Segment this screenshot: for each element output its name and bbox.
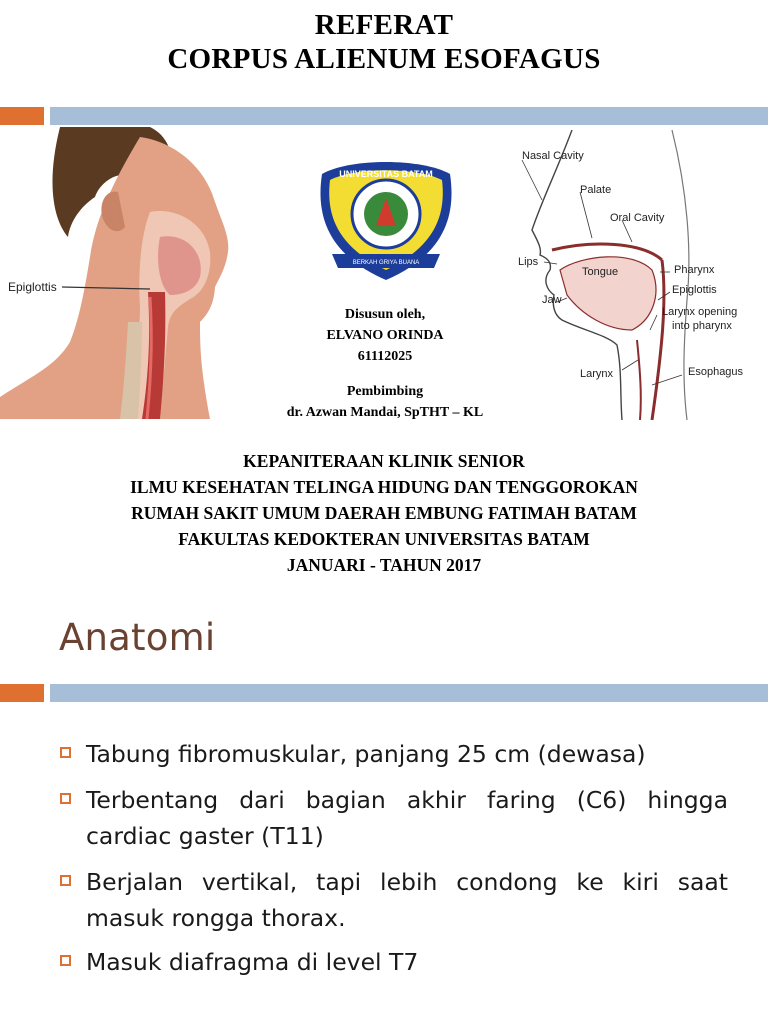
institution-line-2: ILMU KESEHATAN TELINGA HIDUNG DAN TENGGOROKAN bbox=[130, 477, 638, 497]
bullet-item bbox=[60, 782, 728, 854]
bullet-item bbox=[60, 864, 728, 936]
label-tongue: Tongue bbox=[582, 266, 619, 278]
bullet-square-icon bbox=[60, 793, 71, 804]
bullet-text: Berjalan vertikal, tapi lebih condong ke kiri saat masuk rongga thorax. bbox=[86, 868, 728, 932]
label-jaw: Jaw bbox=[542, 294, 562, 306]
bullet-square-icon bbox=[60, 875, 71, 886]
bullet-text: Tabung fibromuskular, panjang 25 cm (dewasa) bbox=[86, 740, 646, 768]
header-bar bbox=[50, 107, 768, 125]
header-bar-accent bbox=[0, 107, 44, 125]
university-logo bbox=[310, 154, 462, 286]
bullet-square-icon bbox=[60, 747, 71, 758]
label-epiglottis: Epiglottis bbox=[672, 284, 717, 296]
oral-cavity-diagram bbox=[512, 130, 768, 420]
slide-title-line-1: REFERAT bbox=[314, 9, 454, 41]
label-nasal-cavity: Nasal Cavity bbox=[522, 150, 584, 162]
logo-top-text: UNIVERSITAS BATAM bbox=[339, 169, 433, 179]
author-block bbox=[255, 304, 515, 423]
slide-2-bar-accent bbox=[0, 684, 44, 702]
label-larynx: Larynx bbox=[580, 368, 614, 380]
author-name: ELVANO ORINDA bbox=[326, 328, 444, 343]
institution-line-1: KEPANITERAAN KLINIK SENIOR bbox=[243, 451, 525, 471]
logo-banner-text: BERKAH GRIYA BUANA bbox=[352, 260, 420, 266]
prepared-by-label: Disusun oleh, bbox=[344, 307, 426, 322]
supervisor-name: dr. Azwan Mandai, SpTHT – KL bbox=[286, 405, 484, 420]
institution-line-4: FAKULTAS KEDOKTERAN UNIVERSITAS BATAM bbox=[178, 529, 590, 549]
bullet-item bbox=[60, 736, 728, 772]
bullet-text: Masuk diafragma di level T7 bbox=[86, 948, 419, 976]
label-oral-cavity: Oral Cavity bbox=[610, 212, 665, 224]
label-lips: Lips bbox=[518, 256, 539, 268]
institution-block bbox=[0, 448, 768, 578]
bullet-item bbox=[60, 944, 728, 980]
head-anatomy-illustration bbox=[0, 127, 248, 419]
epiglottis-label: Epiglottis bbox=[8, 280, 57, 294]
label-larynx-opening-2: into pharynx bbox=[672, 320, 732, 332]
slide-2-bar bbox=[50, 684, 768, 702]
bullet-text: Terbentang dari bagian akhir faring (C6) hingga cardiac gaster (T11) bbox=[86, 786, 728, 850]
slide-title-line-2: CORPUS ALIENUM ESOFAGUS bbox=[167, 43, 601, 75]
institution-line-3: RUMAH SAKIT UMUM DAERAH EMBUNG FATIMAH BATAM bbox=[131, 503, 637, 523]
label-palate: Palate bbox=[580, 184, 612, 196]
title-block bbox=[0, 8, 768, 76]
bullet-square-icon bbox=[60, 955, 71, 966]
label-pharynx: Pharynx bbox=[674, 264, 715, 276]
slide-2-title: Anatomi bbox=[59, 616, 216, 659]
author-id: 61112025 bbox=[357, 349, 413, 364]
institution-line-5: JANUARI - TAHUN 2017 bbox=[286, 555, 482, 575]
label-esophagus: Esophagus bbox=[688, 366, 744, 378]
supervisor-label: Pembimbing bbox=[346, 384, 424, 399]
label-larynx-opening-1: Larynx opening bbox=[662, 306, 738, 318]
